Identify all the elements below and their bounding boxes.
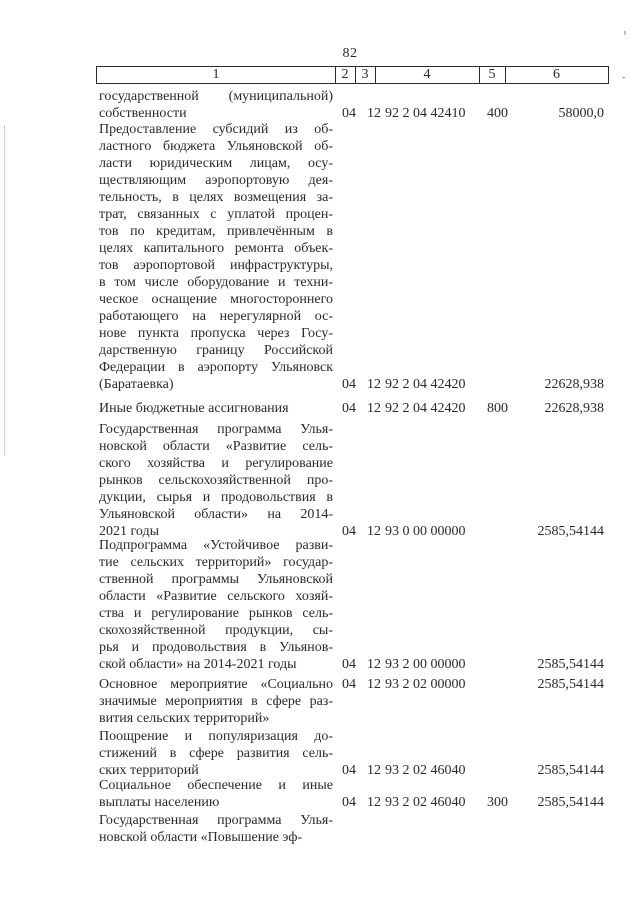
description-line: (Баратаевка) [99, 377, 174, 392]
description-line: новской области «Повышение эф- [99, 830, 303, 845]
description-line: Ульяновской области» на 2014- [99, 507, 333, 522]
description-line: ласти юридическим лицам, осу- [99, 156, 333, 171]
section-code: 04 [342, 677, 356, 692]
subsection-code: 12 [367, 377, 381, 392]
row-description [99, 400, 333, 417]
row-description [99, 676, 333, 727]
description-line: тие сельских территорий» государ- [99, 555, 333, 570]
article-code: 92 2 04 42410 [385, 106, 466, 121]
description-line: Иные бюджетные ассигнования [99, 401, 289, 416]
amount-value: 2585,54144 [537, 677, 604, 692]
section-code: 04 [342, 657, 356, 672]
header-col-2: 2 [335, 67, 356, 83]
section-code: 04 [342, 524, 356, 539]
description-line: ческое оснащение многостороннего [99, 292, 333, 307]
section-code: 04 [342, 795, 356, 810]
subsection-code: 12 [367, 524, 381, 539]
row-description [99, 728, 333, 779]
description-line: рынков сельскохозяйственной про- [99, 473, 333, 488]
amount-value: 2585,54144 [537, 795, 604, 810]
description-line: ских территорий [99, 763, 199, 778]
header-col-4: 4 [375, 67, 480, 83]
article-code: 93 2 02 00000 [385, 677, 466, 692]
expense-type-code: 800 [487, 401, 508, 416]
description-line: Государственная программа Улья- [99, 422, 333, 437]
row-description [99, 537, 333, 673]
section-code: 04 [342, 763, 356, 778]
row-description [99, 812, 333, 846]
table-header [96, 66, 609, 84]
description-line: в том числе оборудование и техни- [99, 275, 333, 290]
subsection-code: 12 [367, 106, 381, 121]
description-line: области «Развитие сельского хозяй- [99, 589, 333, 604]
section-code: 04 [342, 377, 356, 392]
article-code: 93 2 00 00000 [385, 657, 466, 672]
description-line: трат, связанных с уплатой процен- [99, 207, 333, 222]
description-line: ластного бюджета Ульяновской об- [99, 139, 333, 154]
description-line: собственности [99, 106, 187, 121]
description-line: дукции, сырья и продовольствия в [99, 490, 333, 505]
description-line: нове пункта пропуска через Госу- [99, 326, 333, 341]
description-line: Социальное обеспечение и иные [99, 778, 333, 793]
description-line: Основное мероприятие «Социально [99, 677, 333, 692]
subsection-code: 12 [367, 795, 381, 810]
article-code: 92 2 04 42420 [385, 401, 466, 416]
header-col-1: 1 [97, 67, 336, 83]
article-code: 93 2 02 46040 [385, 763, 466, 778]
expense-type-code: 300 [487, 795, 508, 810]
row-description [99, 421, 333, 540]
description-line: тов аэропортовой инфраструктуры, [99, 258, 333, 273]
description-line: рья и продовольствия в Ульянов- [99, 640, 333, 655]
amount-value: 22628,938 [544, 401, 604, 416]
amount-value: 2585,54144 [537, 763, 604, 778]
subsection-code: 12 [367, 763, 381, 778]
description-line: ства и регулирование рынков сель- [99, 606, 333, 621]
scan-speck: ˷ [622, 68, 626, 79]
amount-value: 22628,938 [544, 377, 604, 392]
description-line: Поощрение и популяризация до- [99, 729, 333, 744]
description-line: целях капитального ремонта объек- [99, 241, 333, 256]
page-number: 82 [342, 46, 358, 61]
description-line: ществляющим аэропортовую дея- [99, 173, 333, 188]
description-line: значимые мероприятия в сфере раз- [99, 694, 333, 709]
header-col-6: 6 [553, 67, 560, 82]
description-line: вития сельских территорий» [99, 711, 270, 726]
section-code: 04 [342, 106, 356, 121]
amount-value: 58000,0 [558, 106, 604, 121]
description-line: стижений в сфере развития сель- [99, 746, 333, 761]
description-line: государственной (муниципальной) [99, 89, 333, 104]
description-line: Государственная программа Улья- [99, 813, 333, 828]
subsection-code: 12 [367, 677, 381, 692]
section-code: 04 [342, 401, 356, 416]
description-line: работающего на нерегулярной ос- [99, 309, 333, 324]
description-line: Федерации в аэропорту Ульяновск [99, 360, 333, 375]
description-line: Предоставление субсидий из об- [99, 122, 333, 137]
description-line: тельность, в целях возмещения за- [99, 190, 333, 205]
description-line: 2021 годы [99, 524, 160, 539]
description-line: новской области «Развитие сель- [99, 439, 333, 454]
description-line: ственной программы Ульяновской [99, 572, 333, 587]
description-line: Подпрограмма «Устойчивое разви- [99, 538, 333, 553]
row-description [99, 777, 333, 811]
description-line: ского хозяйства и регулирование [99, 456, 333, 471]
description-line: выплаты населению [99, 795, 220, 810]
description-line: скохозяйственной продукции, сы- [99, 623, 333, 638]
article-code: 93 0 00 00000 [385, 524, 466, 539]
description-line: дарственную границу Российской [99, 343, 333, 358]
row-description [99, 88, 333, 122]
expense-type-code: 400 [487, 106, 508, 121]
margin-scan-marks [4, 126, 11, 456]
description-line: ской области» на 2014-2021 годы [99, 657, 297, 672]
subsection-code: 12 [367, 401, 381, 416]
header-col-3: 3 [355, 67, 376, 83]
header-col-5: 5 [479, 67, 506, 83]
row-description [99, 121, 333, 393]
amount-value: 2585,54144 [537, 657, 604, 672]
description-line: тов по кредитам, привлечённым в [99, 224, 333, 239]
article-code: 93 2 02 46040 [385, 795, 466, 810]
amount-value: 2585,54144 [537, 524, 604, 539]
article-code: 92 2 04 42420 [385, 377, 466, 392]
scan-speck: ⸯ [622, 33, 628, 44]
subsection-code: 12 [367, 657, 381, 672]
